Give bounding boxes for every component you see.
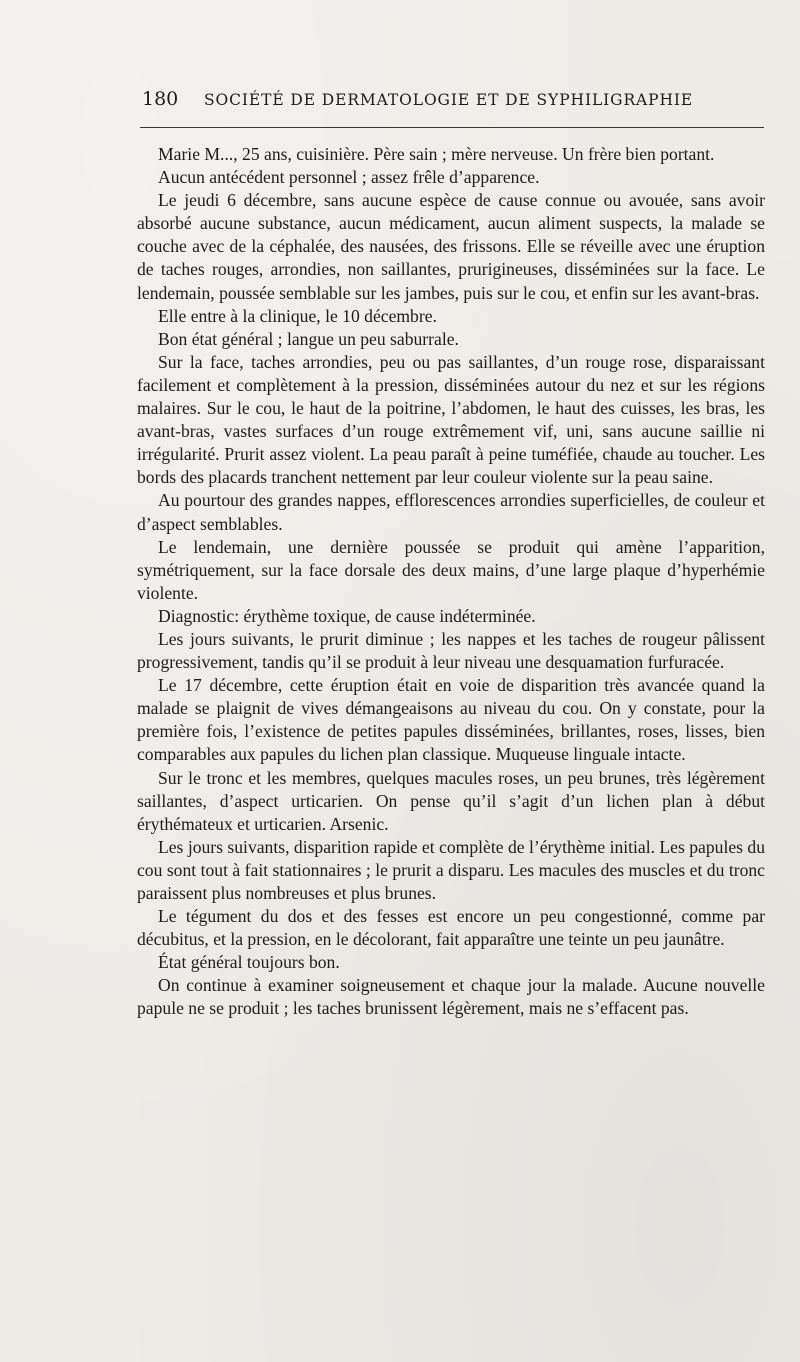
paragraph: Sur la face, taches arrondies, peu ou pas saillantes, d’un rouge rose, disparaissant facilement et complètement à la pression, disséminées autour du nez et sur les régions malaires. Sur le cou, le haut de la poitrine, l’abdomen, le haut des cuisses, les bras, les avant-bras, vastes surfaces d’un rouge extrêmement vif, uni, sans aucune saillie ni irrégularité. Prurit assez violent. La peau paraît à peine tuméfiée, chaude au toucher. Les bords des placards tranchent nettement par leur couleur violente sur la peau saine. <box>137 351 765 488</box>
body-text <box>137 143 765 1021</box>
header-rule <box>140 127 764 128</box>
paragraph: Aucun antécédent personnel ; assez frêle d’apparence. <box>158 167 540 188</box>
paragraph: Diagnostic: érythème toxique, de cause indéterminée. <box>158 605 536 626</box>
paragraph: État général toujours bon. <box>158 952 340 973</box>
paragraph: Le tégument du dos et des fesses est encore un peu congestionné, comme par décubitus, et la pression, en le décolorant, fait apparaître une teinte un peu jaunâtre. <box>137 906 765 950</box>
page-number: 180 <box>142 88 179 110</box>
paragraph: Marie M..., 25 ans, cuisinière. Père sain ; mère nerveuse. Un frère bien portant. <box>158 144 715 164</box>
paragraph: Au pourtour des grandes nappes, efflorescences arrondies superficielles, de couleur et d’aspect semblables. <box>137 490 765 534</box>
paragraph: Sur le tronc et les membres, quelques macules roses, un peu brunes, très légèrement saillantes, d’aspect urticarien. On pense qu’il s’agit d’un lichen plan à début érythémateux et urticarien. Arsenic. <box>137 767 765 834</box>
page-header <box>142 88 762 118</box>
paragraph: Le 17 décembre, cette éruption était en voie de disparition très avancée quand la malade se plaignit de vives démangeaisons au niveau du cou. On y constate, pour la première fois, l’existence de petites papules disséminées, brillantes, roses, lisses, bien comparables aux papules du lichen plan classique. Muqueuse linguale intacte. <box>137 675 765 765</box>
paragraph: Les jours suivants, le prurit diminue ; les nappes et les taches de rougeur pâlissent progressivement, tandis qu’il se produit à leur niveau une desquamation furfuracée. <box>137 628 765 673</box>
paragraph: Elle entre à la clinique, le 10 décembre. <box>158 305 437 326</box>
paragraph: On continue à examiner soigneusement et chaque jour la malade. Aucune nouvelle papule ne se produit ; les taches brunissent légèrement, mais ne s’effacent pas. <box>137 975 765 1019</box>
paragraph: Le jeudi 6 décembre, sans aucune espèce de cause connue ou avouée, sans avoir absorbé aucune substance, aucun médicament, aucun aliment suspects, la malade se couche avec de la céphalée, des nausées, des frissons. Elle se réveille avec une éruption de taches rouges, arrondies, non saillantes, prurigineuses, disséminées sur la face. Le lendemain, poussée semblable sur les jambes, puis sur le cou, et enfin sur les avant-bras. <box>137 190 765 303</box>
paragraph: Le lendemain, une dernière poussée se produit qui amène l’apparition, symétriquement, sur la face dorsale des deux mains, d’une large plaque d’hyperhémie violente. <box>137 536 765 603</box>
running-title: SOCIÉTÉ DE DERMATOLOGIE ET DE SYPHILIGRAPHIE <box>204 91 694 109</box>
paragraph: Les jours suivants, disparition rapide et complète de l’érythème initial. Les papules du cou sont tout à fait stationnaires ; le prurit a disparu. Les macules des muscles et du tronc paraissent plus nombreuses et plus brunes. <box>137 836 765 903</box>
paragraph: Bon état général ; langue un peu saburrale. <box>158 328 459 349</box>
